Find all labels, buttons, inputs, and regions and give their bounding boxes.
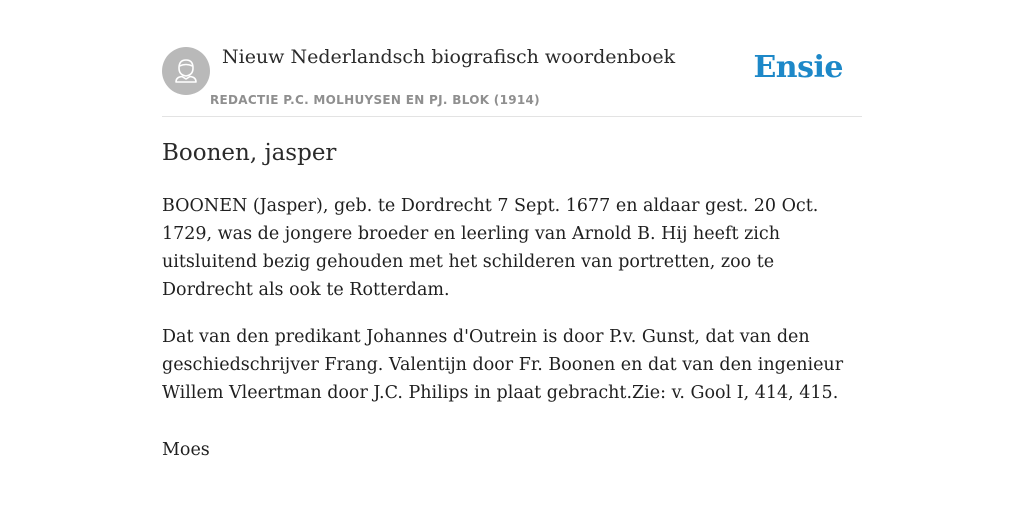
user-icon bbox=[162, 47, 210, 95]
article-paragraph: BOONEN (Jasper), geb. te Dordrecht 7 Sept. 1677 en aldaar gest. 20 Oct. 1729, was de jongere broeder en leerling van Arnold B. Hij heeft zich uitsluitend bezig gehouden met het schilderen van portretten, zoo te Dordrecht als ook te Rotterdam. bbox=[162, 196, 819, 300]
ensie-logo[interactable]: Ensie bbox=[753, 50, 843, 85]
article-paragraph: Dat van den predikant Johannes d'Outrein is door P.v. Gunst, dat van den geschiedschrijver Frang. Valentijn door Fr. Boonen en dat van den ingenieur Willem Vleertman door J.C. Philips in plaat gebracht.Zie: v. Gool I, 414, 415. bbox=[162, 327, 844, 403]
article-title: Boonen, jasper bbox=[162, 140, 337, 166]
article-page bbox=[162, 0, 862, 512]
source-header bbox=[162, 0, 862, 117]
source-avatar[interactable] bbox=[162, 47, 210, 95]
source-title[interactable]: Nieuw Nederlandsch biografisch woordenboek bbox=[222, 46, 676, 68]
source-editors: REDACTIE P.C. MOLHUYSEN EN PJ. BLOK (1914) bbox=[210, 93, 540, 107]
article-author: Moes bbox=[162, 440, 210, 460]
